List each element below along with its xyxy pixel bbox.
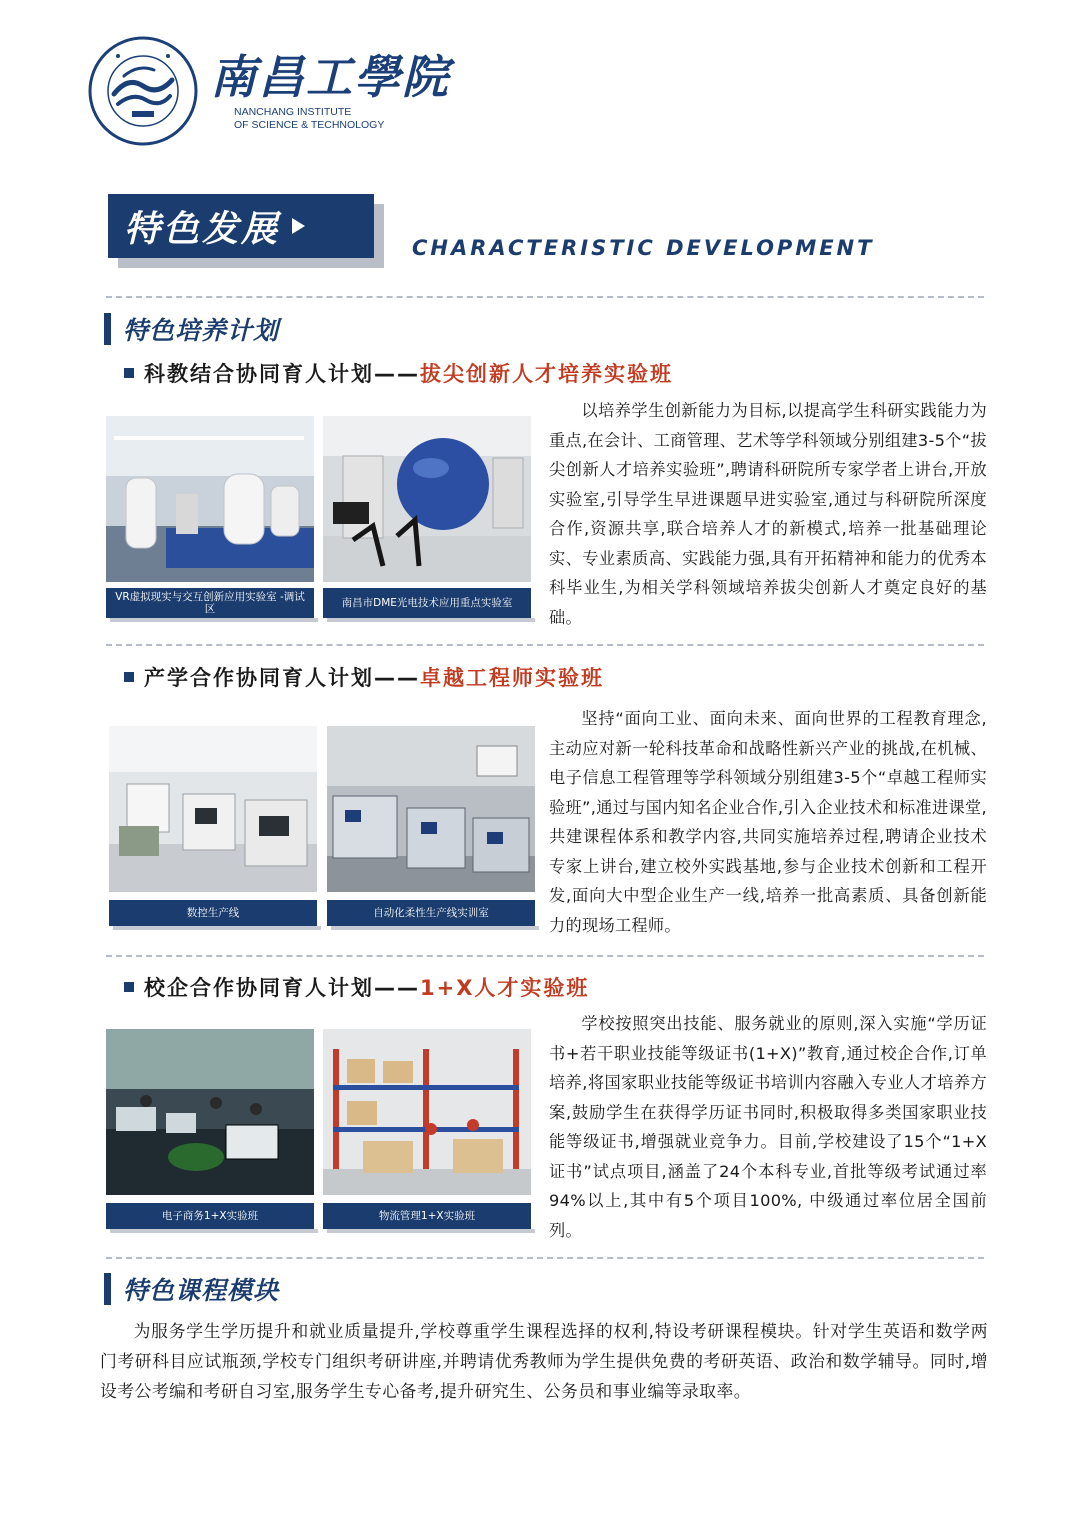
plan-heading-highlight: 1+X人才实验班 bbox=[420, 976, 590, 1000]
logistics-class-photo bbox=[323, 1029, 531, 1195]
plan-heading bbox=[124, 358, 673, 388]
plan-heading bbox=[124, 972, 589, 1002]
plan-heading-main: 科教结合协同育人计划—— bbox=[144, 362, 420, 386]
page-title-en: CHARACTERISTIC DEVELOPMENT bbox=[412, 236, 875, 260]
plan-paragraph: 以培养学生创新能力为目标,以提高学生科研实践能力为重点,在会计、工商管理、艺术等学科领域分别组建3-5个“拔尖创新人才培养实验班”,聘请科研院所专家学者上讲台,开放实验室,引导学生早进课题早进实验室,通过与科研院所深度合作,资源共享,联合培养人才的新模式,培养一批基础理论实、专业素质高、实践能力强,具有开拓精神和能力的优秀本科毕业生,为相关学科领域培养拔尖创新人才奠定良好的基础。 bbox=[549, 401, 987, 627]
plan-heading bbox=[124, 662, 604, 692]
dashed-divider bbox=[106, 1257, 984, 1259]
cnc-line-photo bbox=[109, 726, 317, 892]
caption-shadow bbox=[327, 1229, 535, 1233]
plan-heading-main: 校企合作协同育人计划—— bbox=[144, 976, 420, 1000]
course-module-paragraph: 为服务学生学历提升和就业质量提升,学校尊重学生课程选择的权利,特设考研课程模块。针对学生英语和数学两门考研科目应试瓶颈,学校专门组织考研讲座,并聘请优秀教师为学生提供免费的考研英语、政治和数学辅导。同时,增设考公考编和考研自习室,服务学生专心备考,提升研究生、公务员和事业编等录取率。 bbox=[100, 1321, 988, 1401]
square-bullet-icon bbox=[124, 672, 134, 682]
caption-shadow bbox=[327, 618, 535, 622]
photo-caption: 南昌市DME光电技术应用重点实验室 bbox=[323, 588, 531, 618]
dme-lab-photo bbox=[323, 416, 531, 582]
school-name-en-line2: OF SCIENCE & TECHNOLOGY bbox=[234, 119, 385, 131]
school-name-en-line1: NANCHANG INSTITUTE bbox=[234, 106, 352, 118]
photo-caption: 物流管理1+X实验班 bbox=[323, 1203, 531, 1229]
caption-shadow bbox=[331, 926, 539, 930]
section-heading-text: 特色培养计划 bbox=[123, 316, 280, 345]
photo-caption: 自动化柔性生产线实训室 bbox=[327, 900, 535, 926]
dashed-divider bbox=[106, 296, 984, 298]
ecommerce-class-photo bbox=[106, 1029, 314, 1195]
photo-caption: 电子商务1+X实验班 bbox=[106, 1203, 314, 1229]
plan-heading-highlight: 卓越工程师实验班 bbox=[420, 666, 604, 690]
plan-heading-highlight: 拔尖创新人才培养实验班 bbox=[420, 362, 673, 386]
plan-paragraph: 坚持“面向工业、面向未来、面向世界的工程教育理念,主动应对新一轮科技革命和战略性新兴产业的挑战,在机械、电子信息工程管理等学科领域分别组建3-5个“卓越工程师实验班”,通过与国内知名企业合作,引入企业技术和标准进课堂,共建课程体系和教学内容,共同实施培养过程,聘请企业技术专家上讲台,建立校外实践基地,参与企业技术创新和工程开发,面向大中型企业生产一线,培养一批高素质、具备创新能力的现场工程师。 bbox=[549, 709, 987, 935]
caption-shadow bbox=[113, 926, 321, 930]
school-seal-logo bbox=[88, 36, 198, 146]
section-bar bbox=[104, 1273, 111, 1305]
photo-caption: VR虚拟现实与交互创新应用实验室 -调试区 bbox=[106, 588, 314, 618]
section-bar bbox=[104, 313, 111, 345]
caption-shadow bbox=[110, 618, 318, 622]
play-arrow-icon bbox=[292, 218, 305, 234]
school-name-en bbox=[234, 106, 384, 132]
vr-lab-photo bbox=[106, 416, 314, 582]
section-heading bbox=[104, 312, 279, 346]
page-title: 特色发展 bbox=[124, 208, 281, 250]
school-name-cn: 南昌工學院 bbox=[210, 50, 450, 104]
section-heading-text: 特色课程模块 bbox=[123, 1276, 280, 1305]
square-bullet-icon bbox=[124, 368, 134, 378]
square-bullet-icon bbox=[124, 982, 134, 992]
dashed-divider bbox=[106, 955, 984, 957]
section-heading bbox=[104, 1272, 279, 1306]
plan-heading-main: 产学合作协同育人计划—— bbox=[144, 666, 420, 690]
automation-line-photo bbox=[327, 726, 535, 892]
page-banner bbox=[108, 194, 374, 258]
plan-paragraph: 学校按照突出技能、服务就业的原则,深入实施“学历证书+若干职业技能等级证书(1+X)”教育,通过校企合作,订单培养,将国家职业技能等级证书培训内容融入专业人才培养方案,鼓励学生在获得学历证书同时,积极取得多类国家职业技能等级证书,增强就业竞争力。目前,学校建设了15个“1+X证书”试点项目,涵盖了24个本科专业,首批等级考试通过率94%以上,其中有5个项目100%, 中级通过率位居全国前列。 bbox=[549, 1014, 987, 1240]
dashed-divider bbox=[106, 644, 984, 646]
photo-caption: 数控生产线 bbox=[109, 900, 317, 926]
caption-shadow bbox=[110, 1229, 318, 1233]
